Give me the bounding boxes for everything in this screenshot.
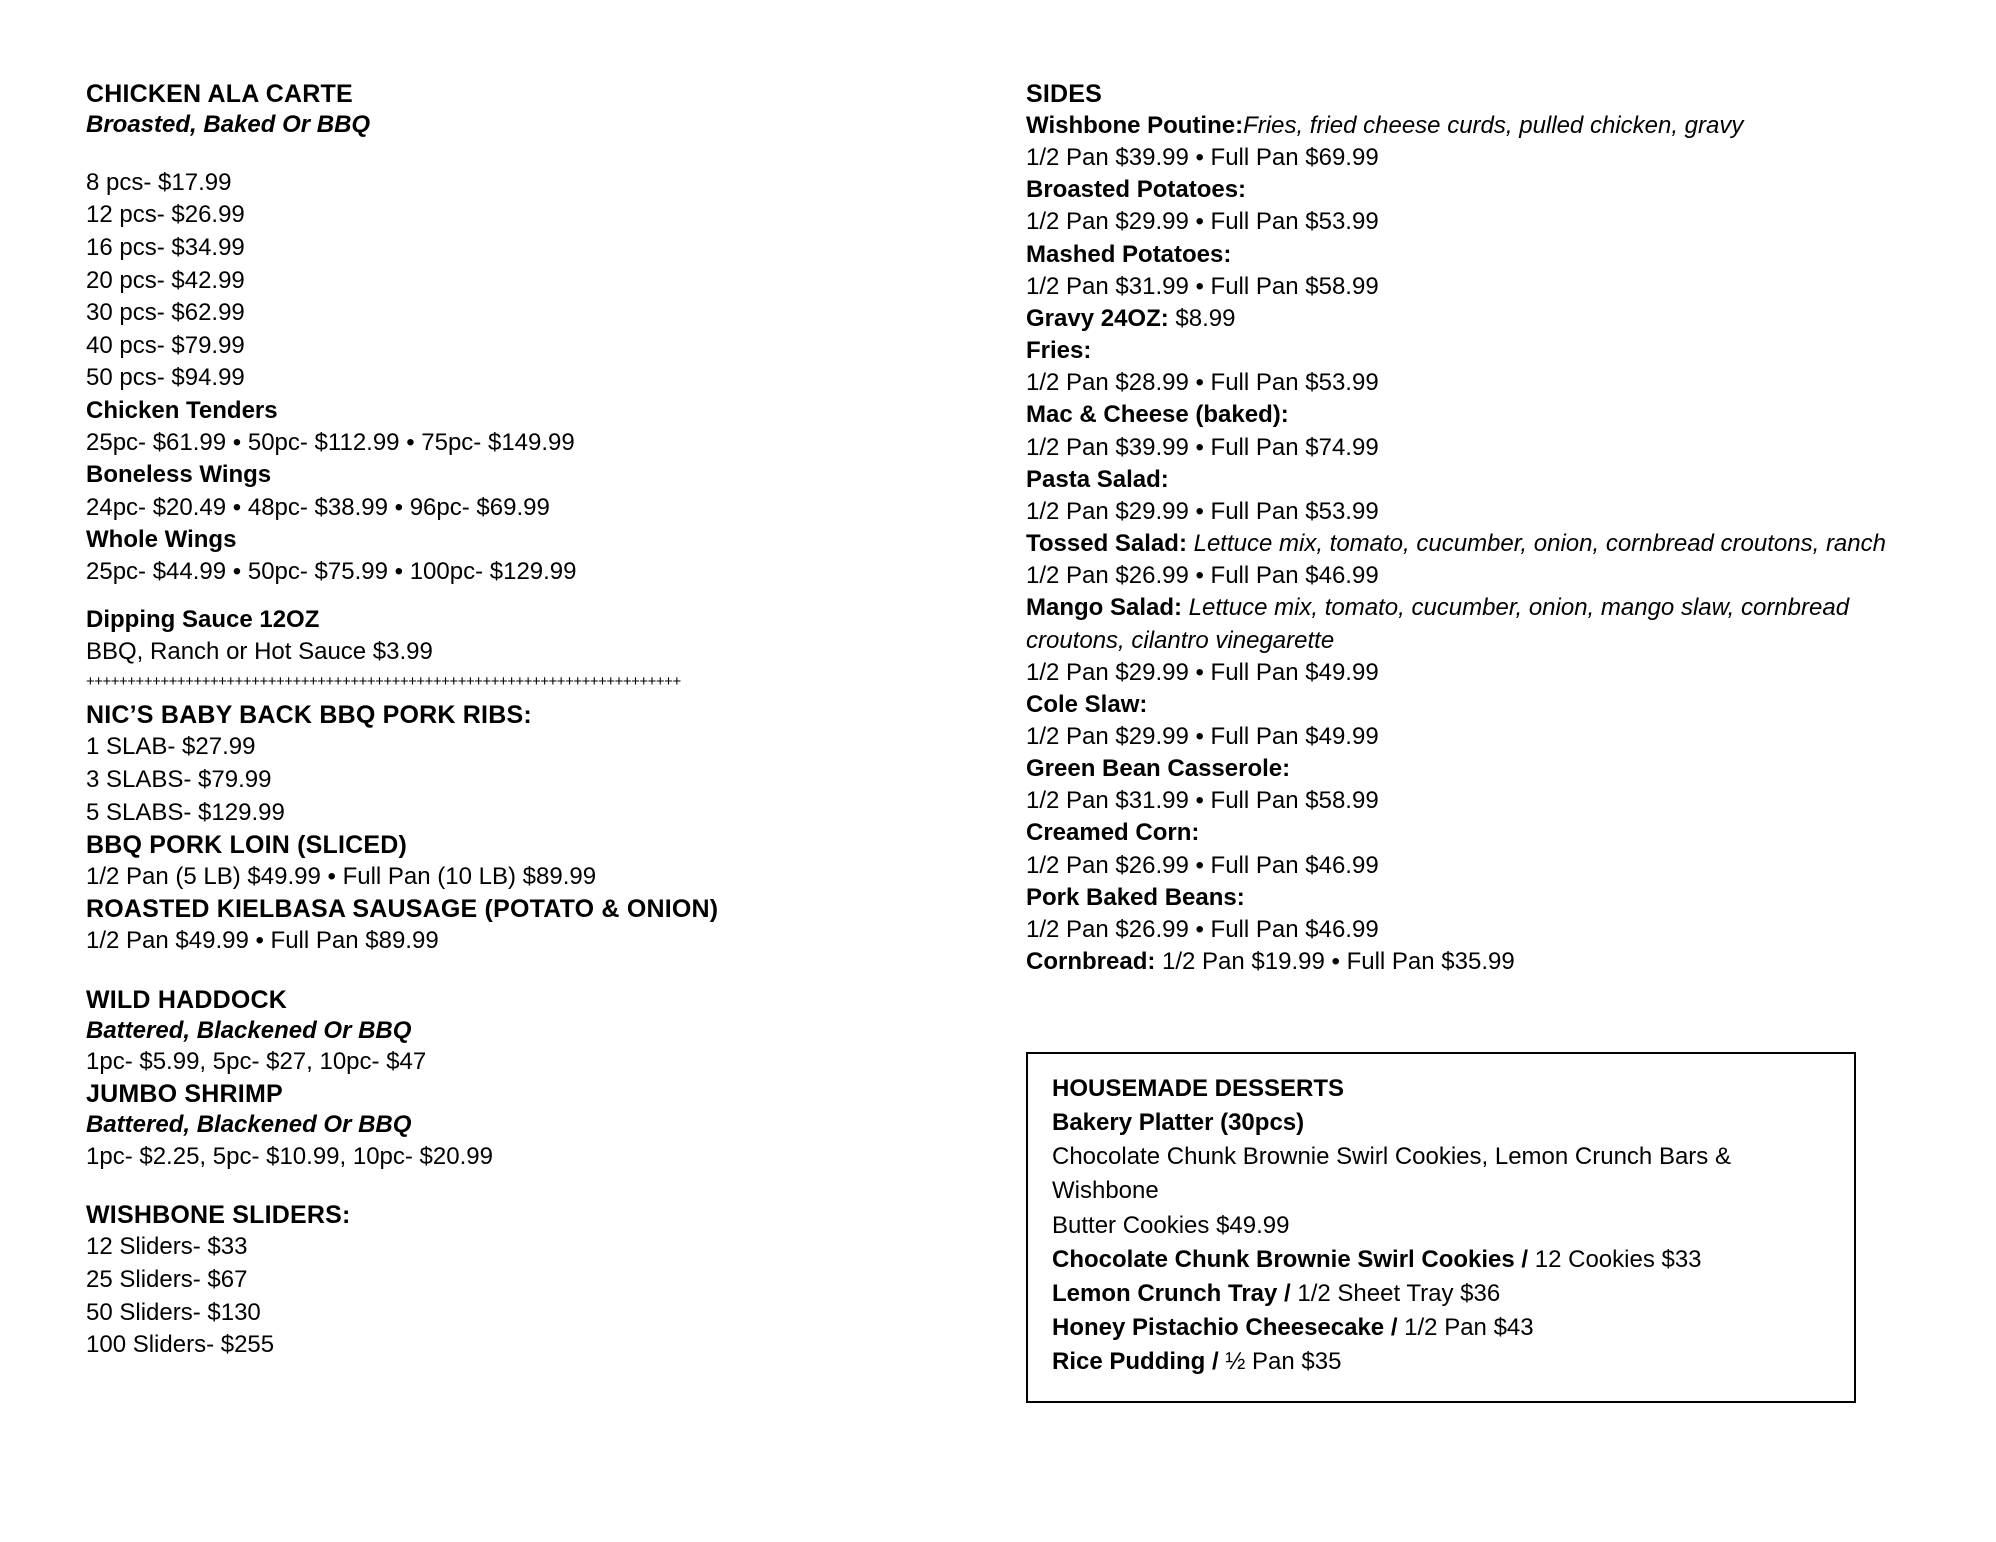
side-price: 1/2 Pan $29.99 • Full Pan $53.99 [1026, 497, 1379, 525]
side-description: Fries, fried cheese curds, pulled chicken, gravy [1243, 112, 1744, 139]
side-price: 1/2 Pan $29.99 • Full Pan $53.99 [1026, 208, 1379, 236]
side-name: Pasta Salad: [1026, 465, 1169, 493]
sides-title: SIDES [1026, 80, 1103, 108]
side-item-creamed-corn [1026, 817, 1926, 881]
kielbasa-title: ROASTED KIELBASA SAUSAGE (POTATO & ONION) [86, 895, 719, 924]
haddock-subtitle: Battered, Blackened Or BBQ [86, 1016, 412, 1044]
ribs-price-5slabs: 5 SLABS- $129.99 [86, 798, 285, 826]
chicken-price-20: 20 pcs- $42.99 [86, 266, 245, 294]
side-price: $8.99 [1175, 304, 1236, 332]
side-item-mango-salad [1026, 592, 1926, 688]
side-item-cornbread [1026, 946, 1926, 978]
section-divider: ++++++++++++++++++++++++++++++++++++++++++++++++++++++++++++++++++++++++ [86, 674, 681, 690]
menu-columns [86, 78, 1926, 1403]
dessert-detail: 1/2 Sheet Tray $36 [1290, 1279, 1501, 1307]
kielbasa-price: 1/2 Pan $49.99 • Full Pan $89.99 [86, 927, 439, 955]
dessert-item-chocolate-chunk-cookies [1052, 1243, 1830, 1277]
sliders-price-12: 12 Sliders- $33 [86, 1233, 248, 1261]
side-name: Cornbread: [1026, 948, 1156, 976]
dipping-sauce-heading: Dipping Sauce 12OZ [86, 606, 320, 634]
side-name: Fries: [1026, 337, 1092, 365]
side-price: 1/2 Pan $31.99 • Full Pan $58.99 [1026, 272, 1379, 300]
pork-loin-price: 1/2 Pan (5 LB) $49.99 • Full Pan (10 LB) $89.99 [86, 863, 597, 891]
bakery-platter-heading: Bakery Platter (30pcs) [1052, 1109, 1305, 1137]
shrimp-subtitle: Battered, Blackened Or BBQ [86, 1111, 412, 1139]
dipping-sauce-price: BBQ, Ranch or Hot Sauce $3.99 [86, 638, 433, 666]
chicken-ala-carte-subtitle: Broasted, Baked Or BBQ [86, 111, 371, 138]
side-name: Tossed Salad: [1026, 530, 1187, 558]
side-price: 1/2 Pan $26.99 • Full Pan $46.99 [1026, 851, 1379, 879]
sliders-price-100: 100 Sliders- $255 [86, 1331, 275, 1359]
chicken-price-12: 12 pcs- $26.99 [86, 201, 245, 229]
sliders-price-25: 25 Sliders- $67 [86, 1265, 248, 1293]
left-column [86, 78, 966, 1362]
dessert-name: Rice Pudding / [1052, 1347, 1219, 1375]
side-item-tossed-salad [1026, 528, 1926, 592]
ribs-price-3slabs: 3 SLABS- $79.99 [86, 765, 272, 793]
side-item-wishbone-poutine [1026, 110, 1926, 174]
desserts-title: HOUSEMADE DESSERTS [1052, 1075, 1345, 1103]
housemade-desserts-box [1026, 1052, 1856, 1403]
side-price: 1/2 Pan $19.99 • Full Pan $35.99 [1162, 948, 1515, 976]
chicken-price-8: 8 pcs- $17.99 [86, 168, 232, 196]
haddock-price: 1pc- $5.99, 5pc- $27, 10pc- $47 [86, 1048, 427, 1076]
ribs-title: NIC’S BABY BACK BBQ PORK RIBS: [86, 701, 532, 730]
side-description-continued: croutons, cilantro vinegarette [1026, 626, 1335, 654]
dessert-detail: 1/2 Pan $43 [1397, 1313, 1534, 1341]
chicken-ala-carte-title: CHICKEN ALA CARTE [86, 80, 353, 108]
chicken-price-30: 30 pcs- $62.99 [86, 299, 245, 327]
side-name: Broasted Potatoes: [1026, 176, 1247, 204]
side-item-cole-slaw [1026, 689, 1926, 753]
side-name: Gravy 24OZ: [1026, 304, 1169, 332]
side-item-pork-baked-beans [1026, 882, 1926, 946]
dessert-item-rice-pudding [1052, 1345, 1830, 1379]
bakery-platter-description-line2: Butter Cookies $49.99 [1052, 1211, 1290, 1239]
side-price: 1/2 Pan $28.99 • Full Pan $53.99 [1026, 369, 1379, 397]
chicken-tenders-heading: Chicken Tenders [86, 397, 278, 425]
side-name: Mango Salad: [1026, 594, 1183, 622]
side-item-pasta-salad [1026, 464, 1926, 528]
side-name: Green Bean Casserole: [1026, 755, 1291, 783]
right-column [1026, 78, 1926, 1403]
side-price: 1/2 Pan $29.99 • Full Pan $49.99 [1026, 658, 1379, 686]
dessert-detail: ½ Pan $35 [1218, 1347, 1342, 1375]
side-description: Lettuce mix, tomato, cucumber, onion, cornbread croutons, ranch [1186, 530, 1886, 558]
side-name: Mac & Cheese (baked): [1026, 401, 1289, 429]
whole-wings-price: 25pc- $44.99 • 50pc- $75.99 • 100pc- $129.99 [86, 557, 577, 585]
side-price: 1/2 Pan $26.99 • Full Pan $46.99 [1026, 915, 1379, 943]
side-name: Pork Baked Beans: [1026, 883, 1245, 911]
sliders-price-50: 50 Sliders- $130 [86, 1298, 261, 1326]
boneless-wings-price: 24pc- $20.49 • 48pc- $38.99 • 96pc- $69.99 [86, 493, 550, 521]
dessert-item-lemon-crunch-tray [1052, 1277, 1830, 1311]
shrimp-price: 1pc- $2.25, 5pc- $10.99, 10pc- $20.99 [86, 1143, 493, 1171]
sides-list [1026, 110, 1926, 978]
chicken-price-40: 40 pcs- $79.99 [86, 331, 245, 359]
bakery-platter-description-line1: Chocolate Chunk Brownie Swirl Cookies, Lemon Crunch Bars & Wishbone [1052, 1143, 1731, 1205]
side-description: Lettuce mix, tomato, cucumber, onion, mango slaw, cornbread [1182, 594, 1850, 622]
sliders-title: WISHBONE SLIDERS: [86, 1201, 351, 1230]
dessert-name: Chocolate Chunk Brownie Swirl Cookies / [1052, 1245, 1529, 1273]
side-price: 1/2 Pan $26.99 • Full Pan $46.99 [1026, 562, 1379, 590]
side-name: Creamed Corn: [1026, 819, 1200, 847]
chicken-tenders-price: 25pc- $61.99 • 50pc- $112.99 • 75pc- $149.99 [86, 429, 575, 457]
side-item-fries [1026, 335, 1926, 399]
side-name: Mashed Potatoes: [1026, 240, 1232, 268]
dessert-detail: 12 Cookies $33 [1528, 1245, 1702, 1273]
chicken-price-50: 50 pcs- $94.99 [86, 364, 245, 392]
side-name: Wishbone Poutine: [1026, 112, 1244, 139]
chicken-price-16: 16 pcs- $34.99 [86, 233, 245, 261]
side-price: 1/2 Pan $29.99 • Full Pan $49.99 [1026, 722, 1379, 750]
side-name: Cole Slaw: [1026, 690, 1148, 718]
side-item-broasted-potatoes [1026, 174, 1926, 238]
pork-loin-title: BBQ PORK LOIN (SLICED) [86, 831, 408, 860]
side-price: 1/2 Pan $31.99 • Full Pan $58.99 [1026, 787, 1379, 815]
shrimp-title: JUMBO SHRIMP [86, 1080, 283, 1109]
side-item-gravy [1026, 303, 1926, 335]
haddock-title: WILD HADDOCK [86, 985, 287, 1014]
side-price: 1/2 Pan $39.99 • Full Pan $69.99 [1026, 144, 1379, 172]
side-item-mac-and-cheese [1026, 399, 1926, 463]
side-price: 1/2 Pan $39.99 • Full Pan $74.99 [1026, 433, 1379, 461]
side-item-mashed-potatoes [1026, 239, 1926, 303]
whole-wings-heading: Whole Wings [86, 525, 237, 553]
ribs-price-1slab: 1 SLAB- $27.99 [86, 733, 256, 761]
dessert-item-honey-pistachio-cheesecake [1052, 1311, 1830, 1345]
side-item-green-bean-casserole [1026, 753, 1926, 817]
boneless-wings-heading: Boneless Wings [86, 461, 272, 489]
dessert-name: Honey Pistachio Cheesecake / [1052, 1313, 1398, 1341]
dessert-name: Lemon Crunch Tray / [1052, 1279, 1291, 1307]
